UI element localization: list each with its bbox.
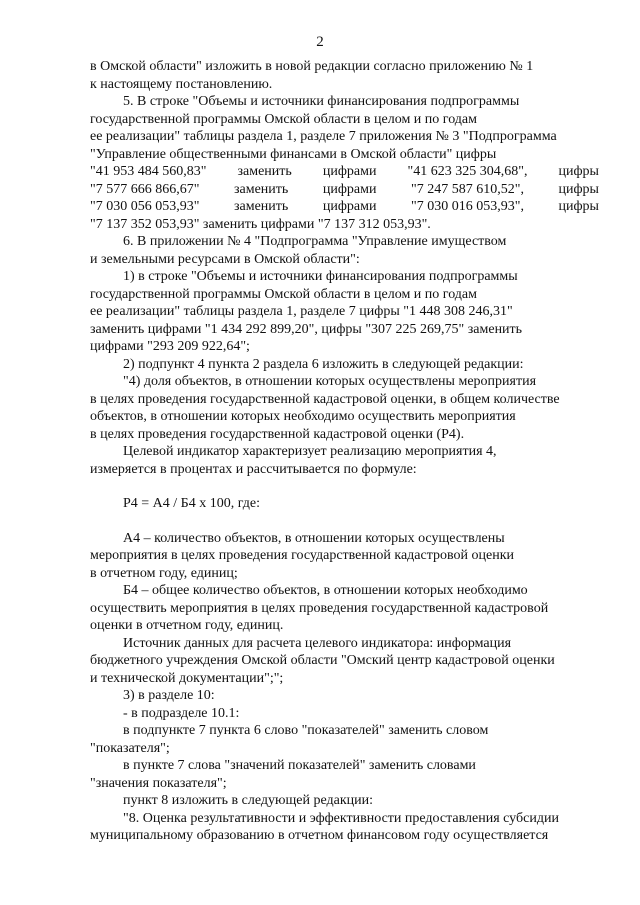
page-number: 2 — [316, 34, 324, 50]
text-line: пункт 8 изложить в следующей редакции: — [123, 793, 373, 808]
old-value: "41 953 484 560,83" — [90, 164, 207, 179]
replace-word: заменить — [233, 181, 289, 197]
digits-word: цифры — [558, 164, 599, 179]
old-value: "7 577 666 866,67" — [90, 181, 200, 197]
text-line: и земельными ресурсами в Омской области": — [90, 251, 360, 267]
text-line: 1) в строке "Объемы и источники финансирования подпрограммы — [123, 269, 518, 284]
text-line: государственной программы Омской области в целом и по годам — [90, 111, 477, 127]
text-line: в целях проведения государственной кадастровой оценки (Р4). — [90, 426, 465, 442]
text-line: и технической документации";"; — [90, 670, 284, 686]
text-line: "Управление общественными финансами в Омской области" цифры — [90, 146, 497, 162]
text-line: 6. В приложении № 4 "Подпрограмма "Управление имуществом — [123, 234, 507, 249]
text-line: - в подразделе 10.1: — [123, 705, 240, 721]
text-line: бюджетного учреждения Омской области "Омский центр кадастровой оценки — [90, 653, 555, 668]
text-line: оценки в отчетном году, единиц. — [90, 618, 284, 633]
text-line: цифрами "293 209 922,64"; — [90, 339, 250, 354]
text-line: мероприятия в целях проведения государственной кадастровой оценки — [90, 548, 515, 563]
digits-word: цифрами — [322, 199, 377, 214]
replace-row — [90, 198, 599, 216]
new-value: "41 623 325 304,68", — [407, 164, 528, 179]
text-line: объектов, в отношении которых необходимо осуществить мероприятия — [90, 409, 516, 424]
new-value: "7 030 016 053,93", — [411, 199, 524, 214]
text-line: измеряется в процентах и рассчитывается по формуле: — [90, 461, 417, 477]
text-line: в Омской области" изложить в новой редакции согласно приложению № 1 — [90, 59, 534, 74]
formula: Р4 = А4 / Б4 х 100, где: — [123, 496, 260, 511]
text-line: А4 – количество объектов, в отношении которых осуществлены — [123, 530, 505, 546]
text-line: 2) подпункт 4 пункта 2 раздела 6 изложить в следующей редакции: — [123, 356, 524, 372]
text-line: Б4 – общее количество объектов, в отношении которых необходимо — [123, 583, 528, 598]
text-line: в подпункте 7 пункта 6 слово "показателей" заменить словом — [123, 723, 489, 738]
text-line: осуществить мероприятия в целях проведения государственной кадастровой — [90, 600, 549, 616]
replace-word: заменить — [237, 164, 292, 179]
text-line: в пункте 7 слова "значений показателей" заменить словами — [123, 758, 476, 773]
replace-row — [90, 163, 599, 181]
text-line: заменить цифрами "1 434 292 899,20", цифры "307 225 269,75" заменить — [90, 321, 523, 337]
text-line: ее реализации" таблицы раздела 1, разделе 7 цифры "1 448 308 246,31" — [90, 304, 513, 319]
text-line: 5. В строке "Объемы и источники финансирования подпрограммы — [123, 94, 520, 109]
text-line: "значения показателя"; — [90, 775, 227, 791]
replace-row — [90, 181, 599, 199]
text-line: Источник данных для расчета целевого индикатора: информация — [123, 635, 512, 651]
text-line: в отчетном году, единиц; — [90, 565, 238, 581]
text-line: государственной программы Омской области в целом и по годам — [90, 286, 477, 302]
text-line: ее реализации" таблицы раздела 1, разделе 7 приложения № 3 "Подпрограмма — [90, 129, 557, 144]
document-body — [90, 58, 599, 845]
old-value: "7 030 056 053,93" — [90, 199, 200, 214]
text-line: "показателя"; — [90, 740, 170, 756]
text-line: "7 137 352 053,93" заменить цифрами "7 137 312 053,93". — [90, 216, 431, 232]
text-line: в целях проведения государственной кадастровой оценки, в общем количестве — [90, 391, 560, 407]
digits-word: цифры — [558, 181, 599, 197]
text-line: к настоящему постановлению. — [90, 76, 273, 92]
text-line: 3) в разделе 10: — [123, 688, 215, 703]
replace-word: заменить — [233, 199, 289, 214]
new-value: "7 247 587 610,52", — [411, 181, 524, 197]
text-line: "4) доля объектов, в отношении которых осуществлены мероприятия — [123, 374, 537, 389]
text-line: Целевой индикатор характеризует реализацию мероприятия 4, — [123, 444, 497, 459]
digits-word: цифрами — [322, 181, 377, 197]
digits-word: цифрами — [322, 164, 377, 179]
text-line: "8. Оценка результативности и эффективности предоставления субсидии — [123, 810, 559, 826]
digits-word: цифры — [558, 199, 599, 214]
text-line: муниципальному образованию в отчетном финансовом году осуществляется — [90, 828, 549, 843]
